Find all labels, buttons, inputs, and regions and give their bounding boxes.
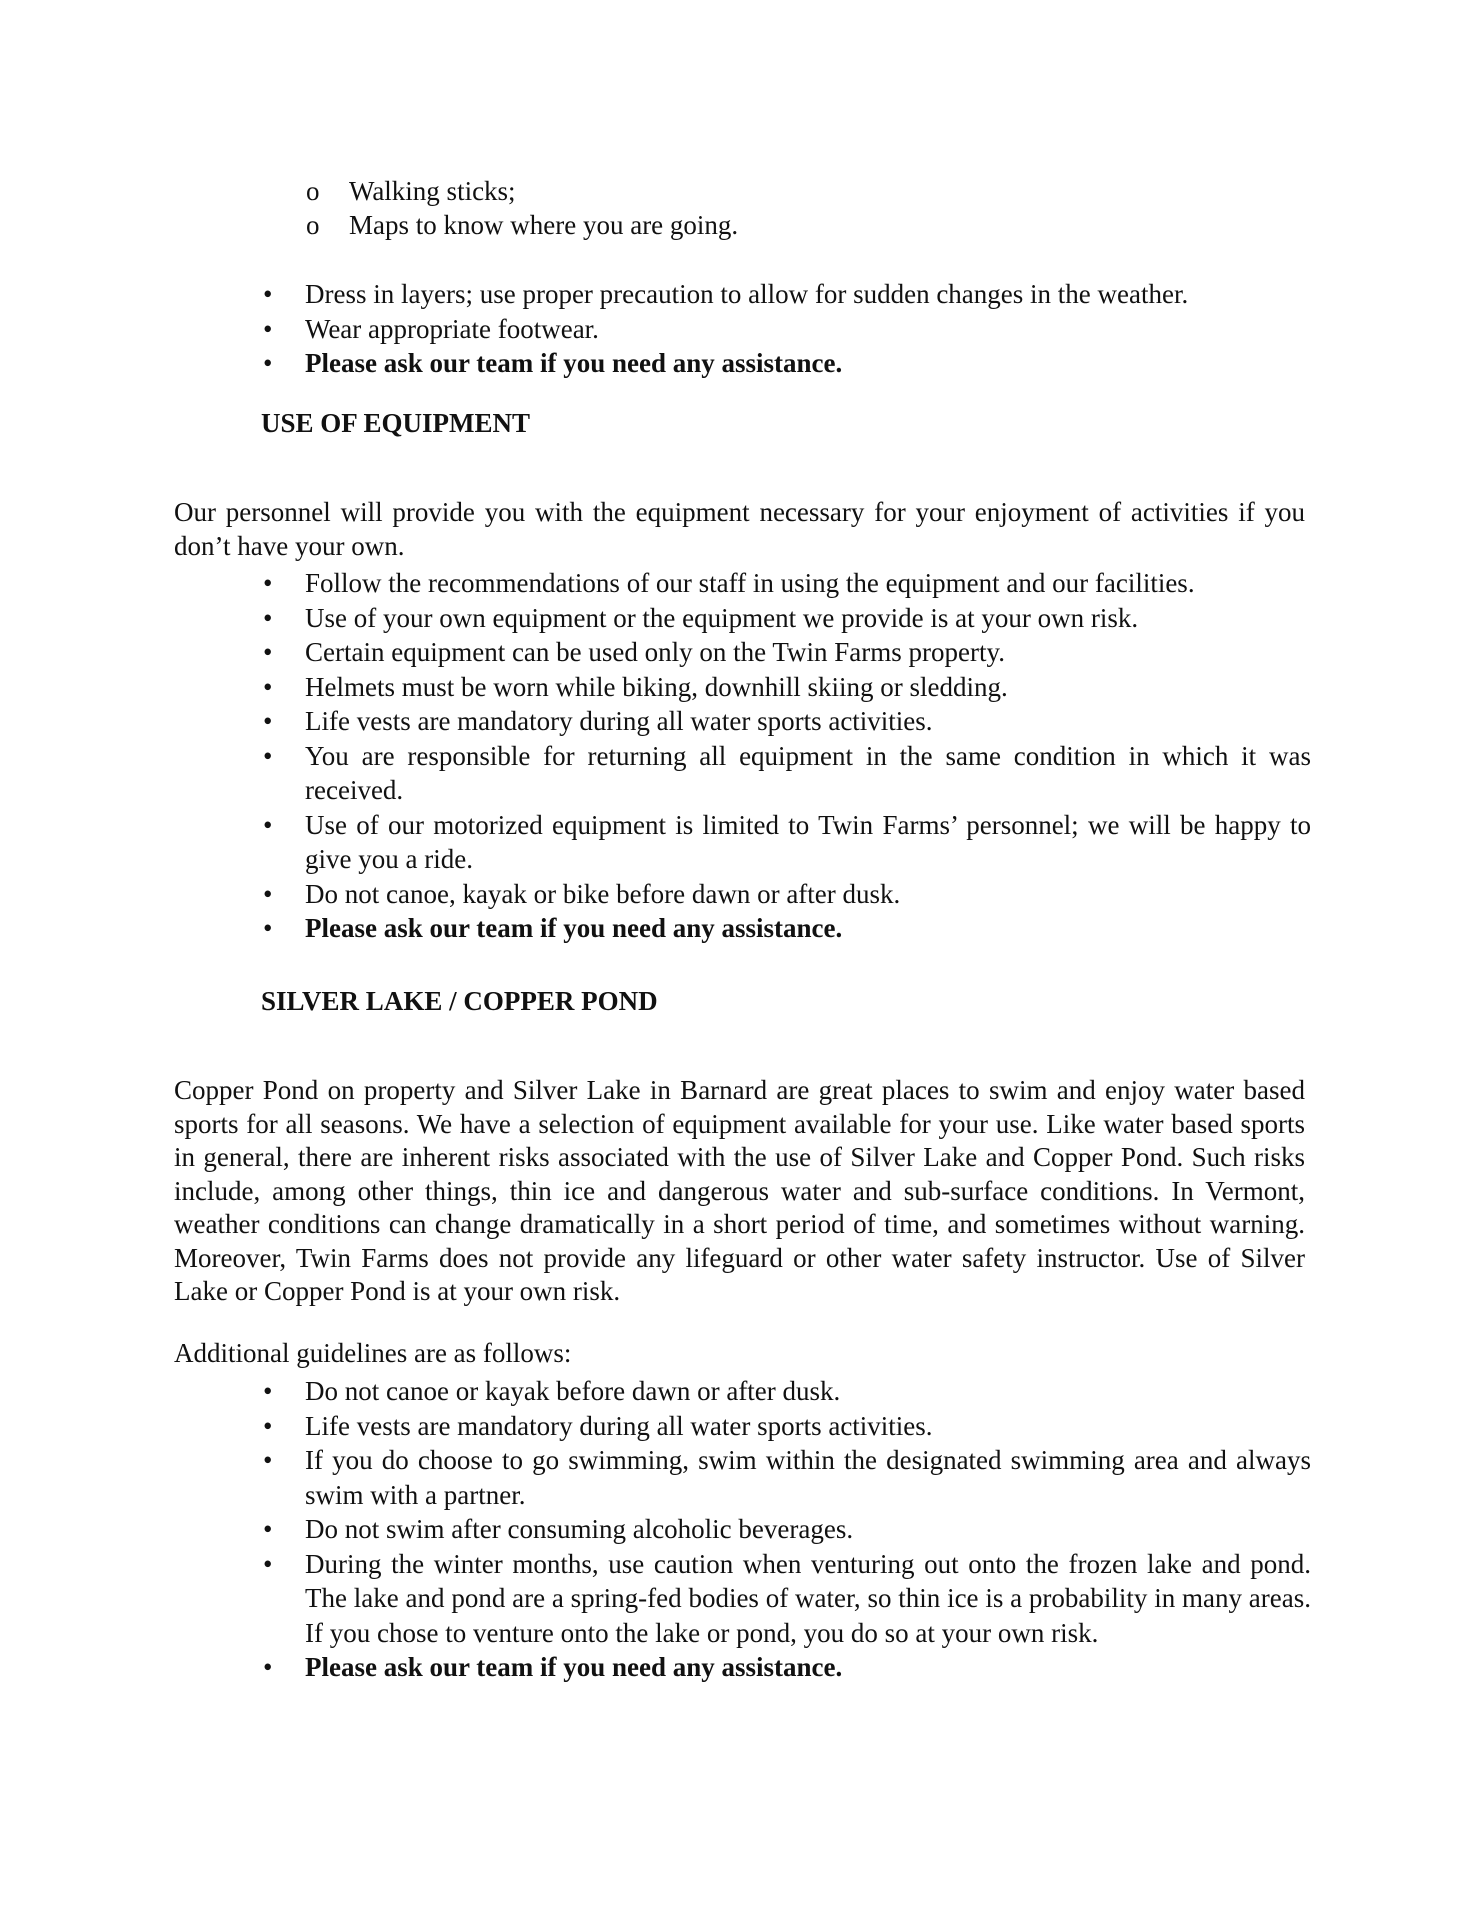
list-item (0, 704, 1311, 739)
bullet-icon: • (263, 671, 273, 702)
list-item (0, 1374, 1311, 1409)
list-item (0, 1512, 1311, 1547)
section-heading-lake: SILVER LAKE / COPPER POND (261, 986, 658, 1016)
bullet-icon: • (263, 1514, 273, 1544)
bullet-icon: • (263, 313, 273, 344)
list-item (0, 739, 1311, 808)
list-item (0, 635, 1311, 670)
list-item-text: Certain equipment can be used only on the Twin Farms property. (305, 637, 1005, 667)
list-item-text: Do not canoe or kayak before dawn or after dusk. (305, 1376, 841, 1406)
sub-list-marker: o (306, 176, 320, 206)
list-item-text: During the winter months, use caution when venturing out onto the frozen lake and pond. The lake and pond are a spring-fed bodies of water, so thin ice is a probability in many areas. If you chose to venture onto the lake or pond, you do so at your own risk. (305, 1548, 1311, 1648)
list-item (0, 1409, 1311, 1444)
bullet-icon: • (263, 279, 273, 309)
bullet-icon: • (263, 809, 273, 840)
list-item (0, 566, 1311, 601)
list-item (0, 911, 1311, 946)
list-item (0, 1547, 1311, 1651)
list-item-text: Dress in layers; use proper precaution to allow for sudden changes in the weather. (305, 279, 1189, 309)
bullet-icon: • (263, 348, 273, 378)
lake-intro-paragraph: Copper Pond on property and Silver Lake in Barnard are great places to swim and enjoy water based sports for all seasons. We have a selection of equipment available for your use. Like water based sports in general, there are inherent risks associated with the use of Silver Lake and Copper Pond. Such risks include, among other things, thin ice and dangerous water and sub-surface conditions. In Vermont, weather conditions can change dramatically in a short period of time, and sometimes without warning. Moreover, Twin Farms does not provide any lifeguard or other water safety instructor. Use of Silver Lake or Copper Pond is at your own risk. (174, 1075, 1305, 1306)
bullet-icon: • (263, 913, 273, 943)
list-item-text: Life vests are mandatory during all water sports activities. (305, 706, 933, 736)
section-heading-equipment: USE OF EQUIPMENT (261, 408, 531, 438)
list-item (0, 312, 1311, 347)
list-item-text: Use of your own equipment or the equipment we provide is at your own risk. (305, 602, 1139, 633)
list-item (0, 346, 1311, 381)
list-item-text: Please ask our team if you need any assistance. (305, 1652, 843, 1682)
bullet-list-lake (0, 1374, 1484, 1685)
bullet-icon: • (263, 1652, 273, 1682)
list-item-text: Please ask our team if you need any assistance. (305, 348, 843, 378)
bullet-icon: • (263, 602, 273, 633)
list-item (0, 877, 1311, 912)
bullet-list-equipment (0, 566, 1484, 946)
sub-list-text: Maps to know where you are going. (349, 210, 739, 240)
list-item-text: Life vests are mandatory during all water sports activities. (305, 1410, 933, 1441)
bullet-icon: • (263, 706, 273, 736)
list-item (0, 601, 1311, 636)
bullet-icon: • (263, 740, 273, 771)
list-item-text: Do not canoe, kayak or bike before dawn or after dusk. (305, 878, 901, 909)
bullet-list-general (0, 277, 1484, 381)
list-item-text: Follow the recommendations of our staff in using the equipment and our facilities. (305, 568, 1195, 598)
equipment-intro-paragraph: Our personnel will provide you with the equipment necessary for your enjoyment of activities if you don’t have your own. (174, 497, 1305, 561)
list-item (0, 670, 1311, 705)
list-item (0, 808, 1311, 877)
list-item-text: Use of our motorized equipment is limited to Twin Farms’ personnel; we will be happy to give you a ride. (305, 809, 1311, 874)
list-item (0, 277, 1311, 312)
list-item-text: Wear appropriate footwear. (305, 313, 599, 344)
list-item (0, 1650, 1311, 1685)
sub-list-text: Walking sticks; (349, 176, 516, 206)
bullet-icon: • (263, 637, 273, 667)
bullet-icon: • (263, 1445, 273, 1475)
list-item-text: Helmets must be worn while biking, downhill skiing or sledding. (305, 671, 1008, 702)
bullet-icon: • (263, 878, 273, 909)
bullet-icon: • (263, 1376, 273, 1406)
bullet-icon: • (263, 568, 273, 598)
list-item-text: You are responsible for returning all equipment in the same condition in which it was received. (305, 740, 1311, 805)
bullet-icon: • (263, 1548, 273, 1579)
list-item-text: Do not swim after consuming alcoholic beverages. (305, 1514, 854, 1544)
bullet-icon: • (263, 1410, 273, 1441)
sub-list-marker: o (306, 210, 320, 240)
list-item (0, 1443, 1311, 1512)
list-item-text: Please ask our team if you need any assistance. (305, 913, 843, 943)
list-item-text: If you do choose to go swimming, swim within the designated swimming area and always swim with a partner. (305, 1445, 1311, 1510)
guidelines-intro: Additional guidelines are as follows: (174, 1338, 572, 1368)
